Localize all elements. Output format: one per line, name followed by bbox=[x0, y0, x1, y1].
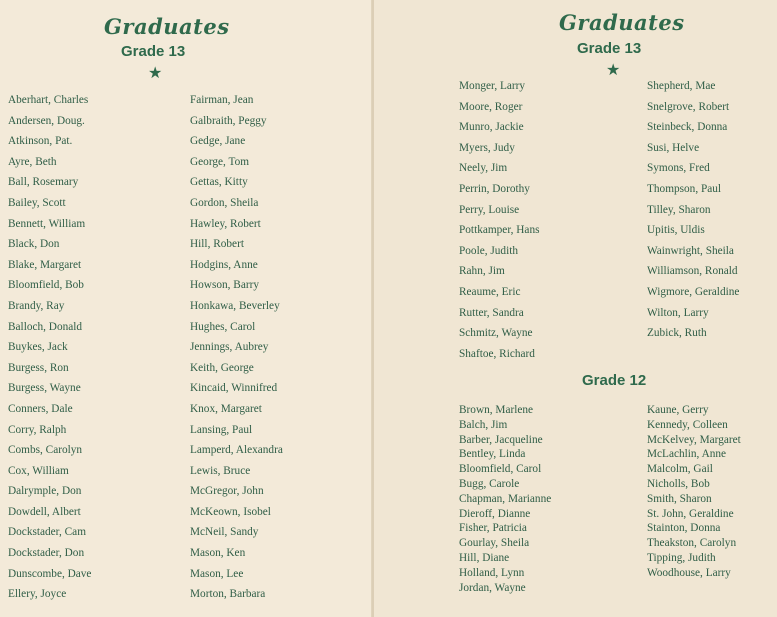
graduate-name: Hughes, Carol bbox=[190, 320, 256, 333]
graduate-name: Hill, Robert bbox=[190, 238, 244, 251]
graduate-name: Steinbeck, Donna bbox=[647, 121, 728, 134]
graduate-name: Smith, Sharon bbox=[647, 492, 712, 505]
graduate-name: Lewis, Bruce bbox=[190, 464, 251, 477]
graduate-name: Wilton, Larry bbox=[647, 306, 709, 319]
graduate-name: Knox, Margaret bbox=[190, 402, 262, 415]
graduate-name: Ayre, Beth bbox=[8, 155, 57, 168]
graduate-name: Howson, Barry bbox=[190, 279, 260, 292]
graduate-name: Fisher, Patricia bbox=[459, 522, 527, 535]
graduate-name: Kincaid, Winnifred bbox=[190, 382, 278, 395]
graduate-name: Chapman, Marianne bbox=[459, 492, 552, 505]
graduate-name: Dieroff, Dianne bbox=[459, 507, 531, 520]
graduate-name: Conners, Dale bbox=[8, 402, 73, 415]
right-page-heading: Graduates bbox=[559, 10, 685, 35]
graduate-name: Neely, Jim bbox=[459, 162, 508, 175]
graduate-name: Gourlay, Sheila bbox=[459, 537, 530, 550]
graduate-name: Jennings, Aubrey bbox=[190, 341, 269, 354]
graduate-name: Tilley, Sharon bbox=[647, 203, 711, 216]
graduate-name: Corry, Ralph bbox=[8, 423, 67, 436]
graduate-name: Woodhouse, Larry bbox=[647, 566, 731, 579]
graduate-name: Snelgrove, Robert bbox=[647, 100, 730, 113]
graduate-name: Bentley, Linda bbox=[459, 448, 526, 461]
graduate-name: Lansing, Paul bbox=[190, 423, 253, 436]
graduate-name: McKelvey, Margaret bbox=[647, 433, 741, 446]
right-grade-12-column-2 bbox=[647, 403, 741, 581]
graduate-name: Bloomfield, Carol bbox=[459, 463, 542, 476]
graduate-name: Monger, Larry bbox=[459, 80, 526, 92]
graduate-name: Balch, Jim bbox=[459, 418, 508, 431]
graduate-name: Combs, Carolyn bbox=[8, 444, 83, 457]
graduate-name: Brandy, Ray bbox=[8, 299, 65, 312]
graduate-name: Burgess, Ron bbox=[8, 361, 69, 374]
graduate-name: Jordan, Wayne bbox=[459, 581, 526, 594]
graduate-name: Aberhart, Charles bbox=[8, 94, 89, 106]
graduate-name: Munro, Jackie bbox=[459, 121, 524, 134]
graduate-name: Hawley, Robert bbox=[190, 217, 261, 230]
graduate-name: Reaume, Eric bbox=[459, 285, 521, 298]
left-page bbox=[0, 0, 372, 617]
graduate-name: Atkinson, Pat. bbox=[8, 135, 73, 148]
graduate-name: Hill, Diane bbox=[459, 551, 510, 564]
graduate-name: Williamson, Ronald bbox=[647, 265, 738, 278]
graduate-name: Upitis, Uldis bbox=[647, 224, 705, 237]
right-star-icon: ★ bbox=[606, 62, 621, 79]
graduate-name: Dowdell, Albert bbox=[8, 505, 81, 518]
graduate-name: Ellery, Joyce bbox=[8, 588, 67, 601]
graduate-name: Poole, Judith bbox=[459, 244, 518, 257]
graduate-name: Dalrymple, Don bbox=[8, 485, 82, 498]
graduate-name: Moore, Roger bbox=[459, 100, 523, 113]
graduate-name: Mason, Lee bbox=[190, 567, 244, 580]
graduate-name: Dockstader, Don bbox=[8, 547, 85, 560]
graduate-name: Mason, Ken bbox=[190, 547, 246, 560]
graduate-name: Stainton, Donna bbox=[647, 522, 721, 535]
graduate-name: Hodgins, Anne bbox=[190, 258, 258, 271]
graduate-name: Thompson, Paul bbox=[647, 182, 722, 195]
graduate-name: St. John, Geraldine bbox=[647, 507, 734, 520]
graduate-name: Dockstader, Cam bbox=[8, 526, 86, 539]
graduate-name: Bloomfield, Bob bbox=[8, 279, 84, 292]
graduate-name: Susi, Helve bbox=[647, 141, 700, 154]
graduate-name: Perrin, Dorothy bbox=[459, 182, 530, 195]
graduate-name: Balloch, Donald bbox=[8, 320, 83, 333]
graduate-name: Pottkamper, Hans bbox=[459, 224, 540, 237]
graduate-name: Galbraith, Peggy bbox=[190, 114, 267, 127]
graduate-name: Zubick, Ruth bbox=[647, 327, 707, 340]
graduate-name: Gedge, Jane bbox=[190, 135, 246, 148]
left-names-column-2 bbox=[190, 90, 283, 605]
graduate-name: Dunscombe, Dave bbox=[8, 567, 92, 580]
graduate-name: Andersen, Doug. bbox=[8, 114, 85, 127]
graduate-name: Buykes, Jack bbox=[8, 341, 68, 354]
graduate-name: Barber, Jacqueline bbox=[459, 433, 543, 446]
graduate-name: Gettas, Kitty bbox=[190, 176, 248, 189]
graduate-name: Tipping, Judith bbox=[647, 551, 716, 564]
right-grade-12-column-1 bbox=[459, 403, 551, 595]
graduate-name: Kennedy, Colleen bbox=[647, 418, 728, 431]
right-grade-13-column-2 bbox=[647, 76, 739, 344]
graduate-name: Perry, Louise bbox=[459, 203, 520, 216]
left-names-column-1 bbox=[8, 90, 91, 605]
graduate-name: Shaftoe, Richard bbox=[459, 347, 535, 360]
graduate-name: Theakston, Carolyn bbox=[647, 537, 737, 550]
graduate-name: Schmitz, Wayne bbox=[459, 327, 533, 340]
graduate-name: Holland, Lynn bbox=[459, 566, 525, 579]
graduate-name: Rutter, Sandra bbox=[459, 306, 524, 319]
graduate-name: Malcolm, Gail bbox=[647, 463, 713, 476]
graduate-name: Ball, Rosemary bbox=[8, 176, 79, 189]
right-grade-12-label: Grade 12 bbox=[582, 372, 647, 389]
left-page-heading: Graduates bbox=[104, 14, 230, 39]
graduate-name: McLachlin, Anne bbox=[647, 448, 727, 461]
graduate-name: Bailey, Scott bbox=[8, 196, 66, 209]
graduate-name: Wainwright, Sheila bbox=[647, 244, 734, 257]
graduate-name: Lamperd, Alexandra bbox=[190, 444, 283, 457]
graduate-name: Brown, Marlene bbox=[459, 404, 534, 416]
graduate-name: George, Tom bbox=[190, 155, 250, 168]
graduate-name: Rahn, Jim bbox=[459, 265, 505, 278]
graduate-name: Fairman, Jean bbox=[190, 94, 254, 106]
graduate-name: Symons, Fred bbox=[647, 162, 710, 175]
graduate-name: Honkawa, Beverley bbox=[190, 299, 280, 312]
graduate-name: McNeil, Sandy bbox=[190, 526, 259, 539]
graduate-name: Keith, George bbox=[190, 361, 254, 374]
graduate-name: Myers, Judy bbox=[459, 141, 515, 154]
graduate-name: Burgess, Wayne bbox=[8, 382, 81, 395]
graduate-name: Bugg, Carole bbox=[459, 477, 520, 490]
graduate-name: Wigmore, Geraldine bbox=[647, 285, 740, 298]
graduate-name: Shepherd, Mae bbox=[647, 80, 716, 92]
left-star-icon: ★ bbox=[148, 65, 163, 82]
graduate-name: Kaune, Gerry bbox=[647, 404, 709, 416]
graduate-name: McGregor, John bbox=[190, 485, 264, 498]
graduate-name: Blake, Margaret bbox=[8, 258, 82, 271]
graduate-name: Gordon, Sheila bbox=[190, 196, 259, 209]
right-grade-13-label: Grade 13 bbox=[577, 40, 642, 57]
graduate-name: Bennett, William bbox=[8, 217, 86, 230]
graduate-name: Black, Don bbox=[8, 238, 60, 251]
graduate-name: McKeown, Isobel bbox=[190, 505, 271, 518]
right-page bbox=[374, 0, 777, 617]
graduate-name: Cox, William bbox=[8, 464, 69, 477]
graduate-name: Nicholls, Bob bbox=[647, 477, 710, 490]
left-grade-13-label: Grade 13 bbox=[121, 43, 186, 60]
right-grade-13-column-1 bbox=[459, 76, 540, 364]
graduate-name: Morton, Barbara bbox=[190, 588, 266, 601]
